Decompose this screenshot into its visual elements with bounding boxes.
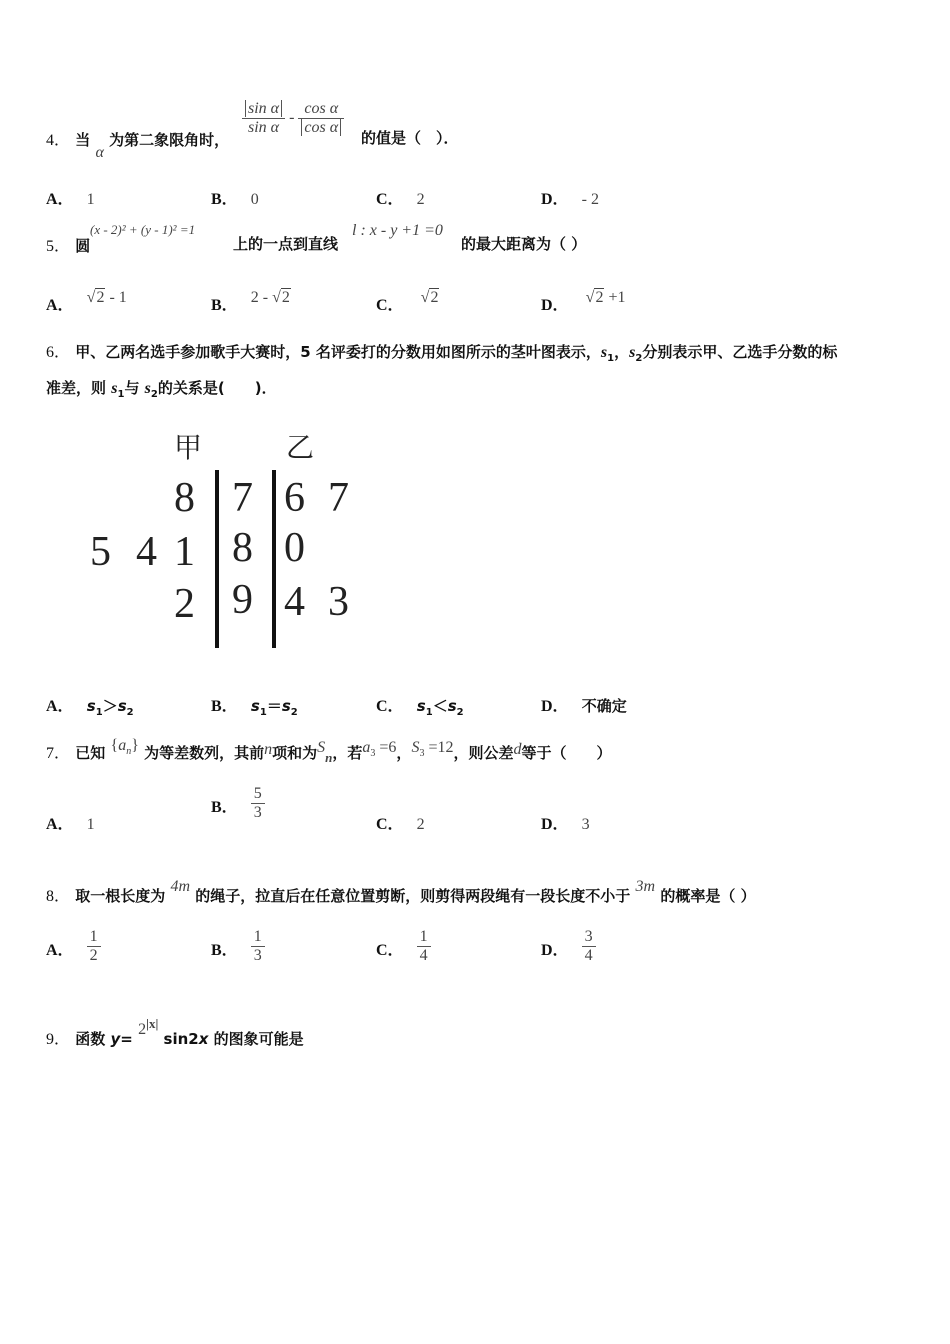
leaf-right: 4 bbox=[284, 579, 305, 625]
q5-option-a: A． √2 - 1 bbox=[46, 289, 127, 314]
q4-text-c: 的值是（ ）． bbox=[361, 129, 459, 147]
q6-option-b: B． $s_1=s_2$ bbox=[211, 697, 298, 718]
q4-number: 4． bbox=[46, 132, 71, 149]
q4-fraction-1 bbox=[242, 100, 285, 137]
leaf-right: 3 bbox=[328, 579, 349, 625]
stem-leaf-chart bbox=[80, 420, 400, 660]
q5-line-equation: l : x - y +1 =0 bbox=[352, 222, 443, 239]
q6-number: 6． bbox=[46, 344, 71, 361]
q6-option-a: A． $s_1>s_2$ bbox=[46, 697, 134, 718]
q4-frac2-denominator: cos α bbox=[301, 119, 341, 136]
leaf-left: 8 bbox=[174, 475, 195, 521]
q4-frac2-numerator: cos α bbox=[298, 100, 344, 119]
q6-option-c: C． $s_1<s_2$ bbox=[376, 697, 464, 718]
q4-fraction-2 bbox=[298, 100, 344, 137]
q7-number: 7． bbox=[46, 745, 71, 762]
q9-stem: 9． 函数 $y= 2^{|x|}$ sin2x 的图象可能是 bbox=[46, 1016, 304, 1048]
q6-line-2: 准差，则 $s_1$与 $s_2$的关系是( )． bbox=[46, 379, 277, 400]
q7-option-a: A． 1 bbox=[46, 816, 95, 833]
q7-option-d: D． 3 bbox=[541, 816, 590, 833]
q8-option-c: C． $\frac{1}{4}$ bbox=[376, 928, 431, 965]
leaf-left: 4 bbox=[136, 529, 157, 575]
q5-option-b: B． 2 - √2 bbox=[211, 289, 290, 314]
q7-option-b: B． $\frac{5}{3}$ bbox=[211, 785, 265, 822]
q4-expression bbox=[242, 100, 344, 137]
leaf-left: 5 bbox=[90, 529, 111, 575]
leaf-right: 6 bbox=[284, 475, 305, 521]
q5-stem bbox=[46, 233, 90, 256]
q9-base: 2 bbox=[138, 1021, 147, 1038]
q4-frac1-numerator: sin α bbox=[245, 100, 282, 117]
q4-text-b: 为第二象限角时， bbox=[109, 131, 230, 149]
leaf-right: 0 bbox=[284, 525, 305, 571]
q7-option-c: C． 2 bbox=[376, 816, 425, 833]
q5-number: 5． bbox=[46, 238, 71, 255]
stem-value: 8 bbox=[232, 525, 253, 571]
q5-text-c: 的最大距离为（ ） bbox=[461, 235, 587, 253]
q4-option-b: B． 0 bbox=[211, 191, 259, 208]
q4-alpha: α bbox=[95, 144, 104, 161]
q5-text-a: 圆 bbox=[75, 237, 91, 255]
q8-option-a: A． $\frac{1}{2}$ bbox=[46, 928, 101, 965]
q9-number: 9． bbox=[46, 1031, 71, 1048]
leaf-left: 1 bbox=[174, 529, 195, 575]
header-yi: 乙 bbox=[286, 431, 315, 464]
q4-option-a: A． 1 bbox=[46, 191, 95, 208]
stem-value: 9 bbox=[232, 577, 253, 623]
q7-sequence: $\{a_n\}$ bbox=[110, 737, 139, 758]
q8-stem: 8． 取一根长度为 4m 的绳子，拉直后在任意位置剪断，则剪得两段绳有一段长度不小于 3m 的概率是（ ） bbox=[46, 878, 756, 905]
q8-number: 8． bbox=[46, 888, 71, 905]
q5-circle-equation: (x - 2)² + (y - 1)² =1 bbox=[90, 222, 196, 237]
q4-stem bbox=[46, 127, 230, 161]
q6-line-1: 6． 甲、乙两名选手参加歌手大赛时，5 名评委打的分数用如图所示的茎叶图表示，$s_1$，$s_2$分别表示甲、乙选手分数的标 bbox=[46, 343, 838, 364]
q5-option-d: D． √2 +1 bbox=[541, 289, 626, 314]
leaf-right: 7 bbox=[328, 475, 349, 521]
q4-frac1-denominator: sin α bbox=[248, 119, 280, 136]
header-jia: 甲 bbox=[174, 431, 203, 464]
q4-option-c: C． 2 bbox=[376, 191, 425, 208]
q7-stem: 7． 已知 $\{a_n\}$ 为等差数列，其前n项和为$S_n$，若$a_3 =6$，$S_3 =12$，则公差d等于（ ） bbox=[46, 737, 612, 765]
q9-exponent: |x| bbox=[146, 1016, 159, 1031]
stem-divider-left bbox=[215, 470, 219, 648]
leaf-left: 2 bbox=[174, 581, 195, 627]
stem-value: 7 bbox=[232, 475, 253, 521]
q4-minus: - bbox=[289, 109, 295, 127]
q8-option-d: D． $\frac{3}{4}$ bbox=[541, 928, 596, 965]
q8-length-2: 3m bbox=[635, 878, 656, 895]
q4-text-a: 当 bbox=[75, 131, 91, 149]
q5-option-c: C． √2 bbox=[376, 289, 439, 314]
q8-option-b: B． $\frac{1}{3}$ bbox=[211, 928, 265, 965]
stem-divider-right bbox=[272, 470, 276, 648]
q8-length-1: 4m bbox=[170, 878, 191, 895]
q5-text-b: 上的一点到直线 bbox=[233, 235, 339, 253]
q4-option-d: D． - 2 bbox=[541, 191, 599, 208]
q6-option-d: D． 不确定 bbox=[541, 697, 627, 715]
